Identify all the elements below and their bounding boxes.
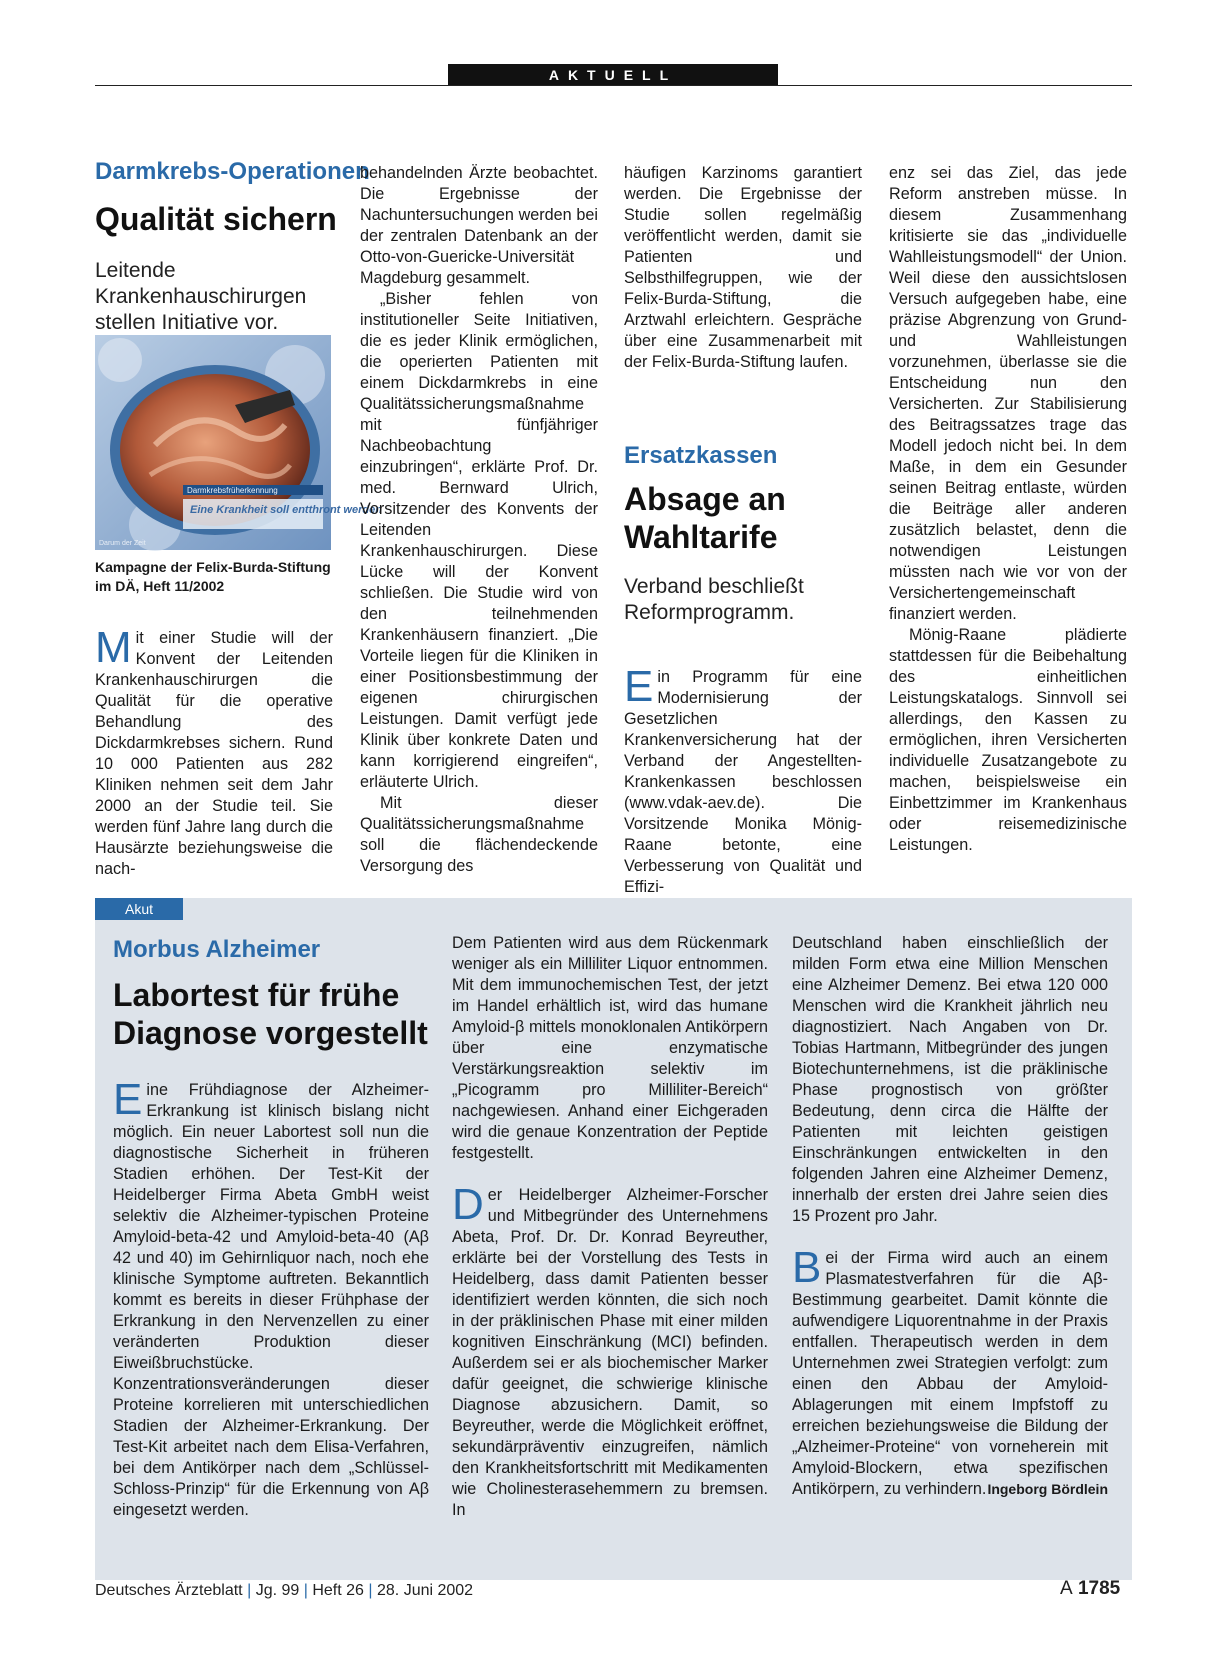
article3-column-2	[452, 933, 768, 1521]
article3-col3-p2: ei der Firma wird auch an einem Plasmatestverfahren für die Aβ-Bestimmung gearbeitet. Damit könnte die aufwendigere Liquorentnahme in der Praxis entfallen. Therapeutisch werden in dem Unternehmen zwei Strategien verfolgt: zum einen den Abbau der Amyloid-Ablagerungen mit einem Impfstoff zu erreichen beziehungsweise die Bildung der „Alzheimer-Proteine“ von vorneherein mit Amyloid-Blockern, etwa spezifischen Antikörpern, zu verhindern.	[792, 1249, 1108, 1498]
article1-col1-text: it einer Studie will der Konvent der Leitenden Krankenhauschirurgen die Qualität für die operative Behandlung des Dickdarmkrebses sichern. Rund 10 000 Patienten aus 282 Kliniken nehmen seit dem Jahr 2000 an der Studie teil. Sie werden fünf Jahre lang durch die Hausärzte beziehungsweise die nach-	[95, 629, 333, 878]
article3-col2-p2-wrap	[452, 1180, 768, 1521]
article2-column-3	[624, 662, 862, 898]
footer-journal: Deutsches Ärzteblatt	[95, 1582, 243, 1599]
article1-column-2	[360, 163, 598, 877]
article3-col1-text: ine Frühdiagnose der Alzheimer-Erkrankung ist klinisch bislang nicht möglich. Ein neuer Labortest soll nun die diagnostische Sicherheit in früheren Stadien erhöhen. Der Test-Kit der Heidelberger Firma Abeta GmbH weist selektiv die Alzheimer-typischen Proteine Amyloid-beta-42 und Amyloid-beta-40 (Aβ 42 und 40) im Gehirnliquor nach, noch ehe klinische Symptome auftreten. Bekanntlich kommt es bereits in dieser Frühphase der Erkrankung in den Nervenzellen zu einer veränderten Produktion dieser Eiweißbruchstücke. Konzentrationsveränderungen dieser Proteine korrelieren mit unterschiedlichen Stadien der Alzheimer-Erkrankung. Der Test-Kit arbeitet nach dem Elisa-Verfahren, bei dem Antikörper nach dem „Schlüssel-Schloss-Prinzip“ für die Erkennung von Aβ eingesetzt werden.	[113, 1081, 429, 1519]
article3-col3-p2-wrap	[792, 1243, 1108, 1500]
dropcap: B	[792, 1243, 822, 1292]
article3-headline	[113, 976, 428, 1052]
footer-issue: Heft 26	[312, 1582, 364, 1599]
dropcap: E	[113, 1075, 143, 1124]
header-rule	[95, 85, 1132, 86]
article1-col2-p3: Mit dieser Qualitätssicherungsmaßnahme soll die flächendeckende Versorgung des	[360, 794, 598, 875]
page-number	[1060, 1578, 1120, 1600]
article2-col4-p1: enz sei das Ziel, das jede Reform anstreben müsse. In diesem Zusammenhang kritisierte sie das „individuelle Wahlleistungsmodell“ der Union. Weil diese den aussichtslosen Versuch aufgegeben habe, eine präzise Abgrenzung von Grund- und Wahlleistungen vorzunehmen, überlasse sie die Entscheidung nun den Versicherten. Zur Stabilisierung des Beitragssatzes trage das Modell jedoch nicht bei. In dem Maße, in dem ein Gesunder seinen Beitrag entlaste, würden die Beiträge aller anderen zusätzlich belastet, denn die notwendigen Leistungen müssten nach wie vor von der Versichertengemeinschaft finanziert werden.	[889, 164, 1127, 623]
image-title-text: Darmkrebsfrüherkennung	[187, 486, 278, 495]
image-caption: Kampagne der Felix-Burda-Stiftung im DÄ, Heft 11/2002	[95, 559, 331, 594]
image-slogan: Eine Krankheit soll entthront werden	[190, 504, 382, 516]
article3-col2-p2: er Heidelberger Alzheimer-Forscher und Mitbegründer des Unternehmens Abeta, Prof. Dr. Dr. Konrad Beyreuther, erklärte bei der Vorstellung des Tests in Heidelberg, dass damit Patienten besser identifiziert werden könnten, die sich noch in der präklinischen Phase mit einer milden kognitiven Einschränkung (MCI) befinden. Außerdem sei er als biochemischer Marker dafür geeignet, die schwierige klinische Diagnose abzusichern. Damit, so Beyreuther, werde die Möglichkeit eröffnet, sekundärpräventiv einzugreifen, nämlich den Krankheitsfortschritt mit Medikamenten wie Cholinesterasehemmern zu bremsen. In	[452, 1186, 768, 1519]
footer-date: 28. Juni 2002	[377, 1582, 474, 1599]
article1-kicker: Darmkrebs-Operationen	[95, 158, 370, 185]
article3-col2-p1: Dem Patienten wird aus dem Rückenmark weniger als ein Milliliter Liquor entnommen. Mit dem immunochemischen Test, der jetzt im Handel erhältlich ist, wird das humane Amyloid-β mittels monoklonalen Antikörpern über eine enzymatische Verstärkungsreaktion selektiv im „Picogramm pro Milliliter-Bereich“ nachgewiesen. Anhand einer Eichgeraden wird die genaue Konzentration der Peptide festgestellt.	[452, 934, 768, 1162]
article1-col2-p1: behandelnden Ärzte beobachtet. Die Ergebnisse der Nachuntersuchungen werden bei der zentralen Datenbank an der Otto-von-Guericke-Universität Magdeburg gesammelt.	[360, 164, 598, 287]
article2-headline	[624, 480, 786, 556]
article1-column-1	[95, 623, 333, 880]
dropcap: D	[452, 1180, 484, 1229]
article2-col3-text: in Programm für eine Modernisierung der Gesetzlichen Krankenversicherung hat der Verband der Angestellten-Krankenkassen beschlossen (www.vdak-aev.de). Die Vorsitzende Monika Mönig-Raane betonte, eine Verbesserung von Qualität und Effizi-	[624, 668, 862, 896]
article1-col3-text: häufigen Karzinoms garantiert werden. Die Ergebnisse der Studie sollen regelmäßig veröffentlicht werden, damit sie Patienten und Selbsthilfegruppen, wie der Felix-Burda-Stiftung, die Arztwahl erleichtern. Gespräche über eine Zusammenarbeit mit der Felix-Burda-Stiftung laufen.	[624, 164, 862, 371]
author-signature: Ingeborg Bördlein	[987, 1481, 1108, 1497]
article3-headline-line1: Labortest für frühe	[113, 977, 400, 1013]
article2-headline-line2: Wahltarife	[624, 519, 778, 555]
dropcap: M	[95, 623, 132, 672]
article2-column-4	[889, 163, 1127, 856]
article2-kicker: Ersatzkassen	[624, 442, 778, 469]
article3-kicker: Morbus Alzheimer	[113, 936, 321, 963]
article3-column-1	[113, 1075, 429, 1521]
article3-headline-line2: Diagnose vorgestellt	[113, 1015, 428, 1051]
box-tab-label: Akut	[95, 898, 183, 920]
article1-col2-p2: „Bisher fehlen von institutioneller Seite Initiativen, die es jeder Klinik ermöglichen, die operierten Patienten mit einem Dickdarmkrebs in eine Qualitätssicherungsmaßnahme mit fünfjähriger Nachbeobachtung einzubringen“, erklärte Prof. Dr. med. Bernward Ulrich, Vorsitzender des Konvents der Leitenden Krankenhauschirurgen. Diese Lücke will der Konvent schließen. Die Studie wird von den teilnehmenden Krankenhäusern finanziert. „Die Vorteile liegen für die Kliniken in einer Positionsbestimmung der eigenen chirurgischen Leistungen. Damit verfügt jede Klinik über konkrete Daten und kann korrigierend eingreifen“, erläuterte Ulrich.	[360, 290, 598, 791]
article1-column-3	[624, 163, 862, 373]
article2-col4-p2: Mönig-Raane plädierte stattdessen für die Beibehaltung des einheitlichen Leistungskatalogs. Sinnvoll sei allerdings, den Kassen zu ermöglichen, ihren Versicherten individuelle Zusatzangebote zu machen, beispielsweise ein Einbettzimmer im Krankenhaus oder reisemedizinische Leistungen.	[889, 626, 1127, 854]
article2-headline-line1: Absage an	[624, 481, 786, 517]
footer-citation: Deutsches Ärzteblatt | Jg. 99 | Heft 26 | 28. Juni 2002	[95, 1582, 474, 1599]
dropcap: E	[624, 662, 654, 711]
page-number-value: 1785	[1077, 1578, 1121, 1599]
image-footer-text: Darum der Zeit	[99, 540, 146, 547]
page-prefix: A	[1060, 1578, 1073, 1599]
article1-subhead: Leitende Krankenhauschirurgen stellen Initiative vor.	[95, 259, 307, 334]
footer-volume: Jg. 99	[255, 1582, 300, 1599]
article1-headline: Qualität sichern	[95, 201, 337, 237]
campaign-image	[95, 335, 382, 550]
campaign-image-graphic	[95, 335, 382, 550]
article2-subhead: Verband beschließt Reformprogramm.	[624, 575, 804, 624]
article3-column-3	[792, 933, 1108, 1500]
article3-col3-p1: Deutschland haben einschließlich der milden Form etwa eine Million Menschen eine Alzheimer Demenz. Bei etwa 120 000 Menschen wird die Krankheit jährlich neu diagnostiziert. Nach Angaben von Dr. Tobias Hartmann, Mitbegründer des jungen Biotechunternehmens, ist die präklinische Phase prognostisch von größter Bedeutung, denn circa die Hälfte der Patienten mit leichten geistigen Einschränkungen entwickelten in den folgenden Jahren eine Alzheimer Demenz, innerhalb der ersten drei Jahre seien dies 15 Prozent pro Jahr.	[792, 934, 1108, 1225]
section-label: AKTUELL	[448, 64, 778, 86]
